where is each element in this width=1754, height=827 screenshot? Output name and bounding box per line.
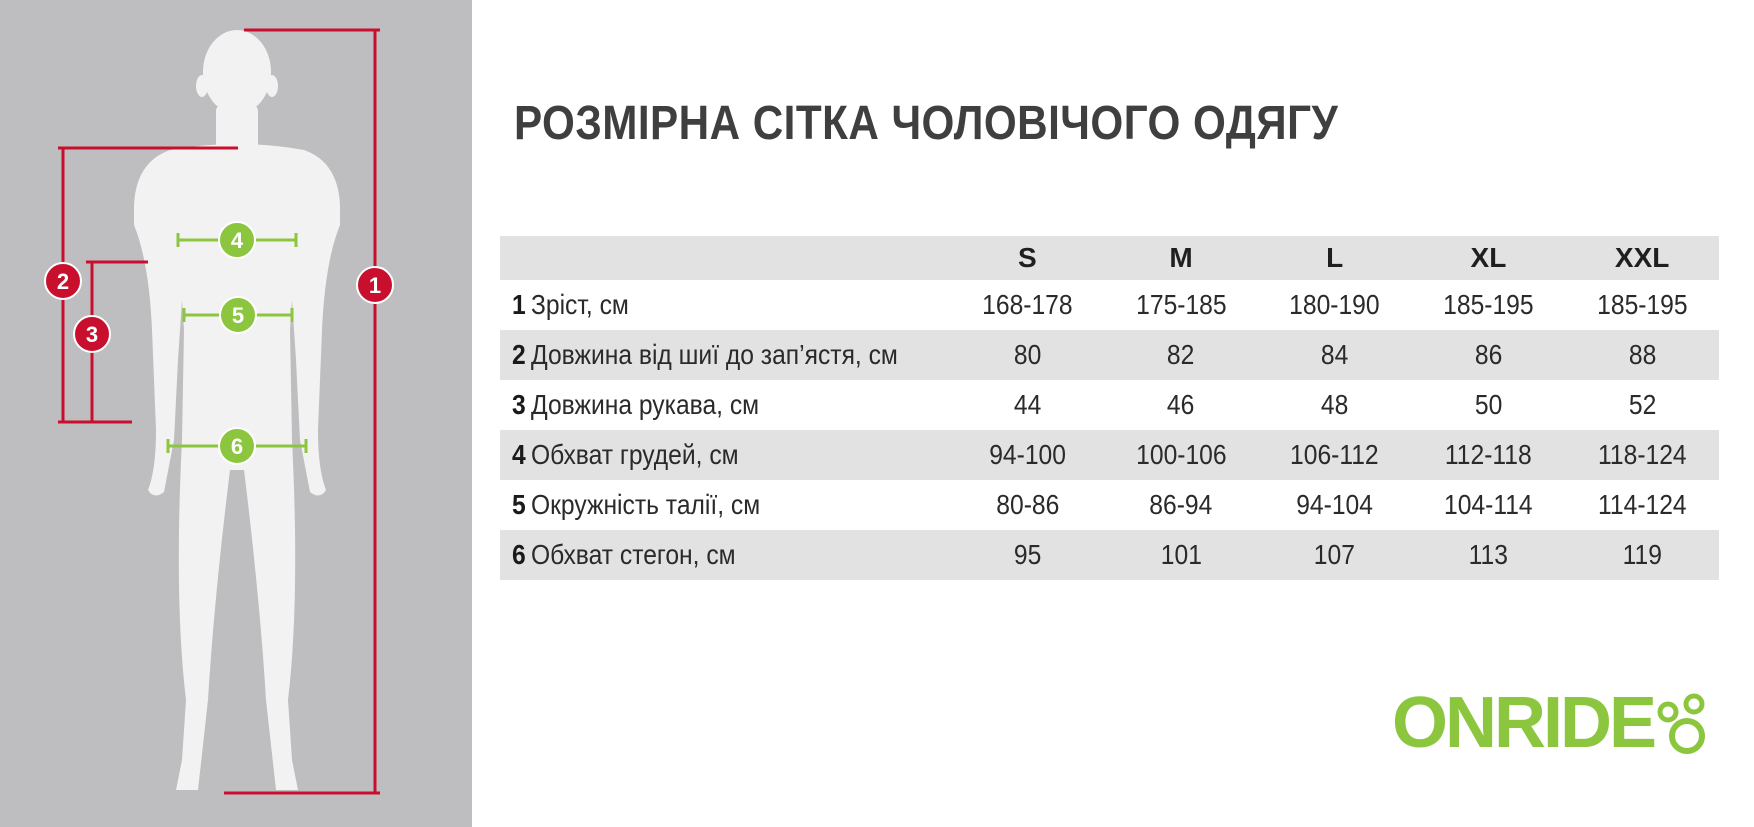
- value-cell: 80-86: [995, 489, 1059, 520]
- table-row: [500, 430, 1719, 480]
- svg-text:5: 5: [231, 303, 245, 328]
- row-label-cell: [500, 280, 951, 330]
- value-cell: 107: [1258, 530, 1412, 580]
- svg-text:6: 6: [230, 434, 244, 459]
- value-cell: 84: [1258, 330, 1412, 380]
- size-header-cell: M: [1104, 236, 1258, 280]
- table-row: [500, 380, 1719, 430]
- size-header-row: [500, 236, 1719, 280]
- table-row: [500, 530, 1719, 580]
- value-cell: 118-124: [1565, 430, 1719, 480]
- row-label: Окружність талії, см: [530, 489, 761, 520]
- marker-2: [45, 263, 81, 299]
- row-label: Зріст, см: [530, 289, 629, 320]
- value-cell: 88: [1565, 330, 1719, 380]
- value-cell: 175-185: [1135, 289, 1227, 320]
- row-label: Обхват стегон, см: [530, 539, 736, 570]
- page-title: РОЗМІРНА СІТКА ЧОЛОВІЧОГО ОДЯГУ: [514, 97, 1339, 150]
- value-cell: 94-104: [1296, 489, 1374, 520]
- svg-text:4: 4: [230, 228, 244, 253]
- value-cell: 185-195: [1443, 289, 1534, 320]
- measurement-figure-panel: [0, 0, 472, 827]
- header-label-cell: [500, 236, 951, 280]
- marker-6: [219, 428, 255, 464]
- value-cell: 46: [1167, 389, 1195, 420]
- value-cell: 50: [1474, 389, 1503, 420]
- row-label: Довжина від шиї до зап’ястя, см: [530, 339, 898, 370]
- value-cell: 185-195: [1596, 289, 1688, 320]
- value-cell: 168-178: [982, 289, 1073, 320]
- value-cell: 114-124: [1597, 489, 1687, 520]
- value-cell: 48: [1321, 389, 1349, 420]
- table-row: [500, 280, 1719, 330]
- marker-1: [357, 267, 393, 303]
- table-row: [500, 330, 1719, 380]
- row-label: Обхват грудей, см: [530, 439, 739, 470]
- value-cell: 180-190: [1289, 289, 1380, 320]
- row-number: 4: [512, 439, 526, 470]
- svg-text:1: 1: [368, 273, 382, 298]
- row-label-cell: [500, 380, 951, 430]
- marker-4: [219, 222, 255, 258]
- row-number: 6: [512, 539, 526, 570]
- value-cell: 44: [1013, 389, 1042, 420]
- marker-5: [220, 297, 256, 333]
- table-row: [500, 480, 1719, 530]
- size-table: [500, 236, 1719, 580]
- row-label-cell: [500, 330, 951, 380]
- size-header-cell: XL: [1412, 236, 1566, 280]
- body-silhouette-figure: [0, 0, 472, 827]
- row-number: 1: [512, 289, 526, 320]
- row-label: Довжина рукава, см: [530, 389, 760, 420]
- size-header-cell: L: [1258, 236, 1412, 280]
- value-cell: 80: [951, 330, 1105, 380]
- value-cell: 94-100: [951, 430, 1105, 480]
- row-label-cell: [500, 480, 951, 530]
- value-cell: 95: [951, 530, 1105, 580]
- body-silhouette: [134, 30, 340, 790]
- svg-text:2: 2: [56, 269, 70, 294]
- marker-3: [74, 316, 110, 352]
- value-cell: 86: [1412, 330, 1566, 380]
- row-number: 5: [512, 489, 526, 520]
- value-cell: 101: [1104, 530, 1258, 580]
- value-cell: 113: [1412, 530, 1566, 580]
- rings-icon: [1656, 688, 1708, 758]
- row-label-cell: [500, 530, 951, 580]
- onride-logo: [1392, 683, 1708, 763]
- size-header-cell: S: [951, 236, 1105, 280]
- row-number: 3: [512, 389, 526, 420]
- value-cell: 119: [1565, 530, 1719, 580]
- value-cell: 100-106: [1104, 430, 1258, 480]
- svg-text:3: 3: [85, 322, 99, 347]
- value-cell: 86-94: [1149, 489, 1213, 520]
- row-label-cell: [500, 430, 951, 480]
- size-header-cell: XXL: [1565, 236, 1719, 280]
- value-cell: 52: [1628, 389, 1656, 420]
- value-cell: 82: [1104, 330, 1258, 380]
- value-cell: 104-114: [1444, 489, 1533, 520]
- value-cell: 106-112: [1258, 430, 1412, 480]
- row-number: 2: [512, 339, 526, 370]
- value-cell: 112-118: [1412, 430, 1566, 480]
- logo-text: ONRIDE: [1392, 683, 1655, 763]
